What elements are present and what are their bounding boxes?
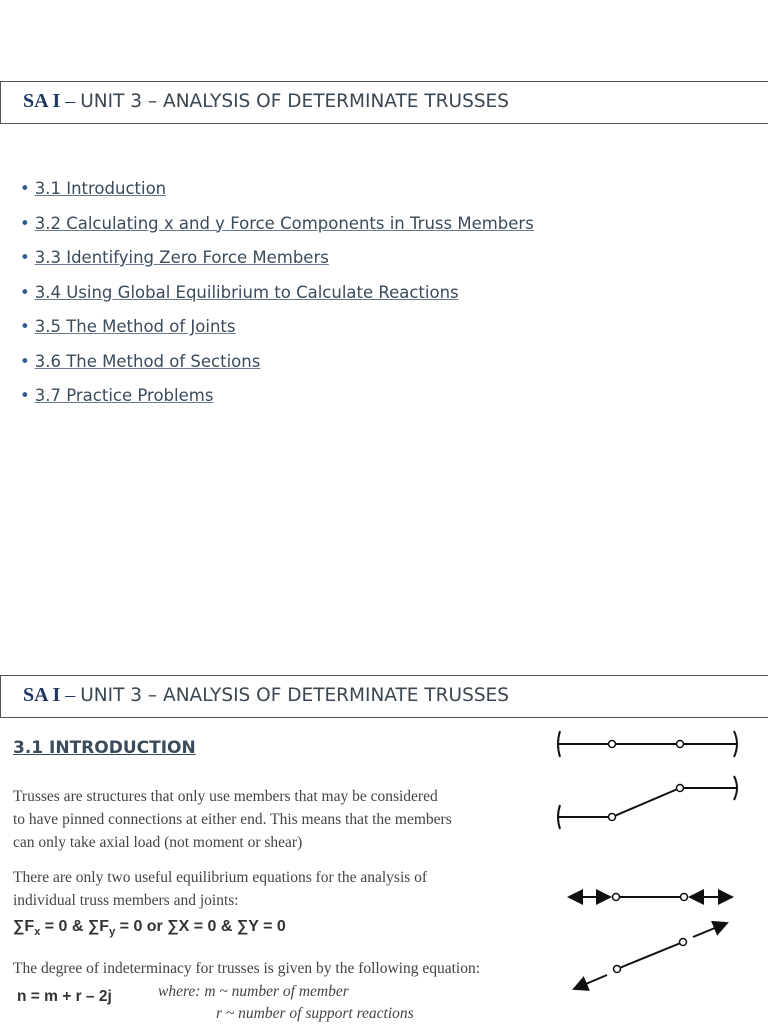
paragraph-line: to have pinned connections at either end. This means that the members <box>13 811 452 828</box>
toc-item <box>20 383 534 418</box>
toc-link-3-4[interactable]: 3.4 Using Global Equilibrium to Calculate Reactions <box>34 282 459 302</box>
toc-link-3-5[interactable]: 3.5 The Method of Joints <box>34 317 236 336</box>
bullet: • <box>20 351 30 371</box>
course-code: SA I <box>23 90 61 112</box>
toc-item <box>20 314 534 349</box>
bullet: • <box>20 282 30 302</box>
bullet: • <box>20 213 30 233</box>
eq-part: = 0 & ∑F <box>40 918 110 935</box>
toc-item <box>20 245 534 280</box>
bullet: • <box>20 179 30 198</box>
pin-joint <box>681 894 688 901</box>
axial-force-diagram <box>560 880 740 995</box>
paragraph-line: individual truss members and joints: <box>13 892 239 909</box>
slide1-title <box>23 90 509 113</box>
eq-part: ∑F <box>13 918 35 935</box>
paragraph-line: There are only two useful equilibrium equations for the analysis of <box>13 869 428 886</box>
toc-link-3-1[interactable]: 3.1 Introduction <box>34 179 167 198</box>
slide2-title <box>23 684 509 707</box>
toc-item <box>20 280 534 315</box>
pin-joint <box>680 939 687 946</box>
indeterminacy-sentence: The degree of indeterminacy for trusses is given by the following equation: <box>13 960 481 977</box>
eq-subscript-y: y <box>109 926 116 939</box>
pin-joint <box>677 785 684 792</box>
toc-link-3-2[interactable]: 3.2 Calculating x and y Force Components in Truss Members <box>34 213 534 233</box>
toc-item <box>20 349 534 384</box>
intro-paragraph <box>13 785 452 854</box>
inclined-member-line <box>617 942 683 969</box>
where-line-1: where: m ~ number of member <box>158 983 349 1000</box>
table-of-contents <box>20 176 534 418</box>
title-dash: – <box>60 90 81 112</box>
pin-joint <box>609 814 616 821</box>
paragraph-line: can only take axial load (not moment or shear) <box>13 834 303 851</box>
unit-title: UNIT 3 – ANALYSIS OF DETERMINATE TRUSSES <box>80 685 509 706</box>
pin-joint <box>677 741 684 748</box>
bullet: • <box>20 248 30 267</box>
equilibrium-equations <box>13 918 286 938</box>
bullet: • <box>20 317 30 336</box>
pinned-member-diagram <box>550 725 750 845</box>
course-code: SA I <box>23 684 61 706</box>
toc-link-3-6[interactable]: 3.6 The Method of Sections <box>34 351 261 371</box>
paragraph-line: Trusses are structures that only use members that may be considered <box>13 788 438 805</box>
toc-item <box>20 176 534 211</box>
toc-item <box>20 211 534 246</box>
indeterminacy-formula: n = m + r – 2j <box>17 988 112 1005</box>
bullet: • <box>20 386 30 405</box>
section-title: 3.1 INTRODUCTION <box>13 738 196 758</box>
where-line-2: r ~ number of support reactions <box>216 1005 414 1022</box>
unit-title: UNIT 3 – ANALYSIS OF DETERMINATE TRUSSES <box>80 91 509 112</box>
lower-force-arrow <box>574 975 607 989</box>
equilibrium-paragraph <box>13 866 427 912</box>
pin-joint <box>614 966 621 973</box>
slide2-header <box>0 675 768 718</box>
eq-subscript-x: x <box>34 926 41 939</box>
kinked-member-line <box>558 788 736 817</box>
eq-part: = 0 or ∑X = 0 & ∑Y = 0 <box>115 918 286 935</box>
toc-link-3-3[interactable]: 3.3 Identifying Zero Force Members <box>34 248 329 267</box>
pin-joint <box>613 894 620 901</box>
toc-link-3-7[interactable]: 3.7 Practice Problems <box>34 386 214 405</box>
title-dash: – <box>60 684 81 706</box>
slide1-header <box>0 81 768 124</box>
upper-force-arrow <box>693 923 727 937</box>
pin-joint <box>609 741 616 748</box>
